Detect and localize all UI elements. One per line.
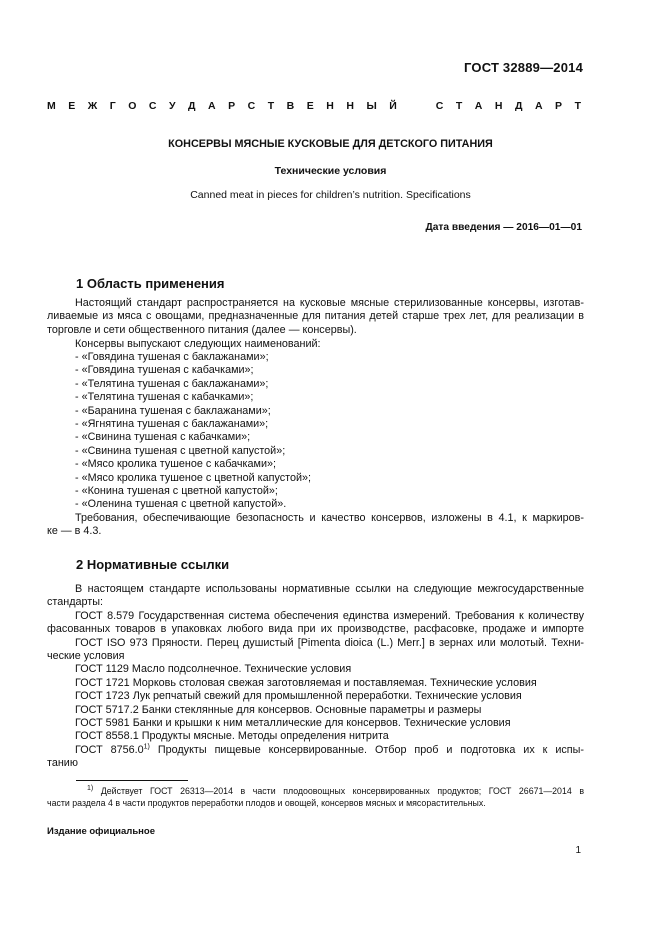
footnote-number: 1): [87, 785, 94, 793]
reference-item: танию: [47, 757, 78, 770]
footnote-mark[interactable]: 1): [143, 743, 150, 751]
banner-letter: С: [247, 100, 256, 112]
reference-item: ГОСТ 8.579 Государственная система обеспечения единства измерений. Требования к количеству: [75, 609, 584, 622]
banner-letter: С: [435, 100, 444, 112]
banner-letter: М: [47, 100, 56, 112]
banner-letter: Е: [68, 100, 76, 112]
banner-letter: Н: [326, 100, 334, 112]
banner-letter: Д: [514, 100, 523, 112]
banner-letter: Д: [188, 100, 196, 112]
interstate-standard-banner: [47, 100, 581, 112]
footnote-divider: [76, 780, 188, 781]
english-title: Canned meat in pieces for children’s nutrition. Specifications: [190, 189, 471, 201]
reference-line: [47, 663, 584, 676]
para-text: ке — в 4.3.: [47, 525, 102, 538]
normative-references: [47, 583, 584, 771]
banner-letter: Н: [494, 100, 503, 112]
requirements-paragraph: [47, 512, 584, 539]
reference-line: [47, 690, 584, 703]
product-list-item: - «Свинина тушеная с цветной капустой»;: [75, 444, 286, 457]
reference-item: ГОСТ 1721 Морковь столовая свежая заготовляемая и поставляемая. Технические условия: [75, 676, 537, 689]
banner-letter: Т: [574, 100, 581, 112]
footnote-text: части раздела 4 в части продуктов переработки плодов и овощей, консервов мясных и мясорастительных.: [47, 798, 486, 808]
banner-letter: Т: [267, 100, 275, 112]
page-number: 1: [575, 845, 581, 856]
banner-letter: С: [148, 100, 157, 112]
products-intro: Консервы выпускают следующих наименований:: [75, 338, 321, 350]
banner-letter: Г: [109, 100, 116, 112]
para-text: ливаемые из мяса с овощами, предназначенные для питания детей старше трех лет, для реализации в: [47, 310, 584, 323]
para-text: стандарты:: [47, 596, 103, 609]
reference-item: ГОСТ 1723 Лук репчатый свежий для промышленной переработки. Технические условия: [75, 690, 522, 703]
banner-letter: А: [534, 100, 543, 112]
reference-item: ГОСТ ISO 973 Пряности. Перец душистый [Pimenta dioica (L.) Merr.] в зернах или молотый. Техни-: [75, 636, 584, 649]
product-list-item: - «Оленина тушеная с цветной капустой».: [75, 498, 287, 511]
product-list-item: - «Конина тушеная с цветной капустой»;: [75, 484, 278, 497]
introduction-date: Дата введения — 2016—01—01: [425, 222, 582, 233]
reference-line: [47, 704, 584, 717]
document-subtitle: Технические условия: [274, 165, 387, 177]
reference-item: ГОСТ 1129 Масло подсолнечное. Технические условия: [75, 663, 352, 676]
product-list-item: - «Телятина тушеная с баклажанами»;: [75, 377, 269, 390]
reference-line: [47, 677, 584, 690]
official-edition-label: Издание официальное: [47, 826, 155, 837]
product-list-item: - «Баранина тушеная с баклажанами»;: [75, 404, 271, 417]
product-list-item: - «Свинина тушеная с кабачками»;: [75, 431, 251, 444]
reference-line: [47, 730, 584, 743]
document-code: ГОСТ 32889—2014: [464, 60, 583, 75]
banner-letter: Н: [346, 100, 354, 112]
product-list-item: - «Ягнятина тушеная с баклажанами»;: [75, 417, 269, 430]
document-title: КОНСЕРВЫ МЯСНЫЕ КУСКОВЫЕ ДЛЯ ДЕТСКОГО ПИТАНИЯ: [168, 138, 493, 150]
banner-letter: Й: [389, 100, 397, 112]
para-text: В настоящем стандарте использованы нормативные ссылки на следующие межгосударственные: [75, 583, 584, 595]
reference-code: ГОСТ 8756.0: [75, 743, 144, 756]
banner-letter: Р: [555, 100, 563, 112]
banner-letter: Т: [455, 100, 463, 112]
banner-letter: А: [208, 100, 216, 112]
reference-line: [47, 717, 584, 730]
product-list-item: - «Телятина тушеная с кабачками»;: [75, 391, 254, 404]
para-text: Настоящий стандарт распространяется на кусковые мясные стерилизованные консервы, изготав-: [75, 297, 584, 309]
banner-letter: Ж: [87, 100, 98, 112]
reference-item: фасованных товаров в упаковках любого вида при их производстве, расфасовке, продаже и импорте: [47, 623, 584, 636]
section-1-heading: 1 Область применения: [76, 276, 225, 291]
banner-gap: [409, 100, 423, 112]
banner-letter: Е: [306, 100, 314, 112]
product-list-item: - «Говядина тушеная с баклажанами»;: [75, 351, 269, 363]
product-list: [75, 351, 311, 512]
reference-item: ческие условия: [47, 650, 125, 663]
reference-item: Продукты пищевые консервированные. Отбор проб и подготовка их к испы-: [149, 743, 584, 756]
para-text: торговле и сети общественного питания (далее — консервы).: [47, 323, 357, 336]
banner-letter: Р: [228, 100, 236, 112]
banner-letter: Ы: [366, 100, 377, 112]
banner-letter: О: [128, 100, 137, 112]
product-list-item: - «Мясо кролика тушеное с кабачками»;: [75, 458, 276, 471]
footnote-text: Действует ГОСТ 26313—2014 в части плодоовощных консервированных продуктов; ГОСТ 26671—2014 в: [93, 786, 584, 796]
banner-letter: А: [474, 100, 483, 112]
section-1-paragraph: [47, 297, 584, 337]
footnote: [47, 785, 584, 809]
section-2-heading: 2 Нормативные ссылки: [76, 557, 230, 572]
product-list-item: - «Говядина тушеная с кабачками»;: [75, 364, 254, 377]
banner-letter: В: [286, 100, 295, 112]
reference-item: ГОСТ 5717.2 Банки стеклянные для консервов. Основные параметры и размеры: [75, 703, 482, 716]
product-list-item: - «Мясо кролика тушеное с цветной капустой»;: [75, 471, 311, 484]
para-text: Требования, обеспечивающие безопасность и качество консервов, изложены в 4.1, к маркиров-: [75, 512, 584, 524]
banner-letter: У: [168, 100, 176, 112]
reference-item: ГОСТ 8558.1 Продукты мясные. Методы определения нитрита: [75, 730, 389, 743]
reference-item: ГОСТ 5981 Банки и крышки к ним металлические для консервов. Технические условия: [75, 717, 511, 730]
